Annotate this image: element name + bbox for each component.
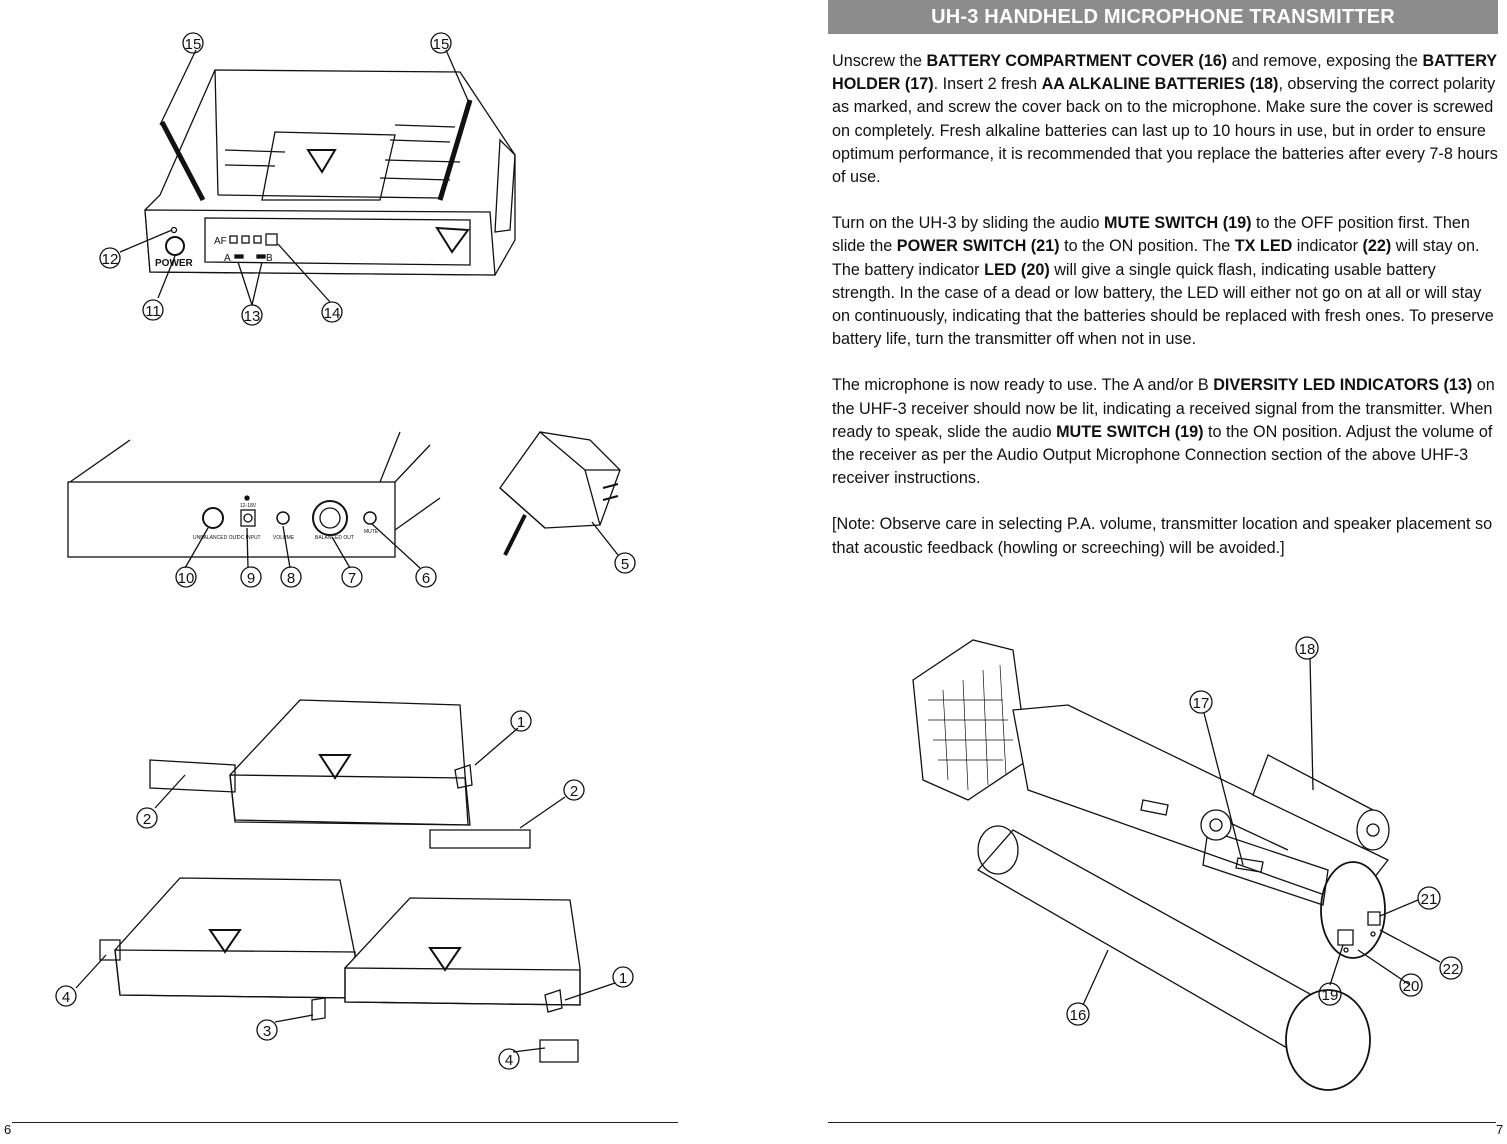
unbalanced-label: UNBALANCED OUT	[193, 535, 240, 541]
a-label: A	[224, 253, 231, 264]
bold-term: MUTE SWITCH (19)	[1056, 422, 1204, 441]
callout: 16	[1069, 1007, 1087, 1024]
text-run: to the OFF position first. Then slide the	[832, 214, 1470, 256]
bold-term: TX LED	[1234, 237, 1293, 256]
page-title: UH-3 HANDHELD MICROPHONE TRANSMITTER	[828, 0, 1498, 34]
callout: 12	[101, 251, 119, 268]
callout: 6	[421, 570, 431, 587]
right-page-number: 7	[1496, 1122, 1504, 1137]
callout: 14	[323, 305, 341, 322]
mute-label: MUTE	[364, 529, 379, 535]
dc-rating-label: 12-18V	[240, 503, 257, 509]
text-run: Turn on the UH-3 by sliding the audio	[832, 214, 1105, 233]
callout: 9	[246, 570, 256, 587]
bold-term: AA ALKALINE BATTERIES (18)	[1041, 75, 1279, 94]
bold-term: BATTERY COMPARTMENT COVER (16)	[926, 52, 1228, 70]
text-run: to the ON position. The	[1059, 237, 1235, 256]
callout: 15	[184, 36, 202, 53]
callout: 2	[142, 811, 152, 828]
bold-term: POWER SWITCH (21)	[896, 237, 1060, 256]
callout: 8	[286, 570, 296, 587]
text-run: will give a single quick flash, indicating usable battery strength. In the case of a dead or low battery, the LED will either not go on at all or will stay on continuously, indicating that the batteries should be replaced with fresh ones. To preserve battery life, turn the transmitter off when not in use.	[832, 260, 1494, 349]
text-run: will stay on. The battery indicator	[832, 237, 1480, 279]
volume-label: VOLUME	[273, 535, 295, 541]
dc-input-label: DC INPUT	[237, 535, 261, 541]
right-footer-rule	[828, 1122, 1496, 1123]
callout: 15	[432, 36, 450, 53]
callout: 22	[1442, 961, 1460, 978]
rack-mount-figure	[56, 700, 633, 1069]
callout: 7	[347, 570, 357, 587]
text-run: . Insert 2 fresh	[933, 75, 1042, 94]
left-page	[0, 0, 690, 1139]
text-run: [Note: Observe care in selecting P.A. volume, transmitter location and speaker placement so that acoustic feedback (howling or screeching) will be avoided.]	[832, 515, 1493, 557]
callout: 2	[569, 783, 579, 800]
af-label: AF	[214, 236, 227, 247]
callout: 13	[243, 308, 261, 325]
callout: 18	[1298, 641, 1316, 658]
callout: 3	[262, 1023, 272, 1040]
text-run: to the ON position. Adjust the volume of the receiver as per the Audio Output Microphone Connection section of the above UHF-3 receiver instructions.	[832, 422, 1493, 488]
callout: 1	[618, 970, 628, 987]
text-run: The microphone is now ready to use. The A and/or B	[832, 376, 1214, 395]
callout: 4	[504, 1052, 514, 1069]
right-page	[828, 0, 1507, 1139]
callout: 11	[145, 303, 161, 320]
balanced-label: BALANCED OUT	[315, 535, 354, 541]
callout: 21	[1420, 891, 1438, 908]
bold-term: LED (20)	[984, 260, 1050, 279]
callout: 5	[620, 556, 630, 573]
callouts-middle	[176, 553, 635, 587]
b-label: B	[266, 253, 273, 264]
microphone-diagram	[828, 0, 1507, 1139]
text-run: and remove, exposing the	[1227, 52, 1423, 70]
callout: 1	[516, 714, 526, 731]
callout: 10	[177, 570, 195, 587]
bold-term: (22)	[1362, 237, 1392, 256]
bold-term: BATTERY HOLDER (17)	[832, 52, 1497, 94]
power-label: POWER	[155, 258, 193, 269]
receiver-front-figure	[100, 33, 515, 325]
text-run: indicator	[1292, 237, 1363, 256]
text-run: on the UHF-3 receiver should now be lit, indicating a received signal from the transmitter. When ready to speak, slide the audio	[832, 376, 1495, 441]
callout: 17	[1192, 695, 1210, 712]
bold-term: MUTE SWITCH (19)	[1104, 214, 1252, 233]
text-run: , observing the correct polarity as marked, and screw the cover back on to the microphone. Make sure the cover is screwed on completely. Fresh alkaline batteries can last up to 10 hours in use, but in order to ensure optimum performance, it is recommended that you replace the batteries after every 7-8 hours of use.	[832, 75, 1498, 187]
bold-term: DIVERSITY LED INDICATORS (13)	[1213, 376, 1473, 395]
left-page-number: 6	[4, 1122, 12, 1137]
text-run: Unscrew the	[832, 52, 927, 70]
callout: 4	[61, 989, 71, 1006]
receiver-diagrams	[0, 0, 690, 1139]
callout: 20	[1402, 978, 1420, 995]
left-footer-rule	[12, 1122, 678, 1123]
callout: 19	[1321, 987, 1339, 1004]
receiver-rear-figure	[68, 432, 635, 587]
